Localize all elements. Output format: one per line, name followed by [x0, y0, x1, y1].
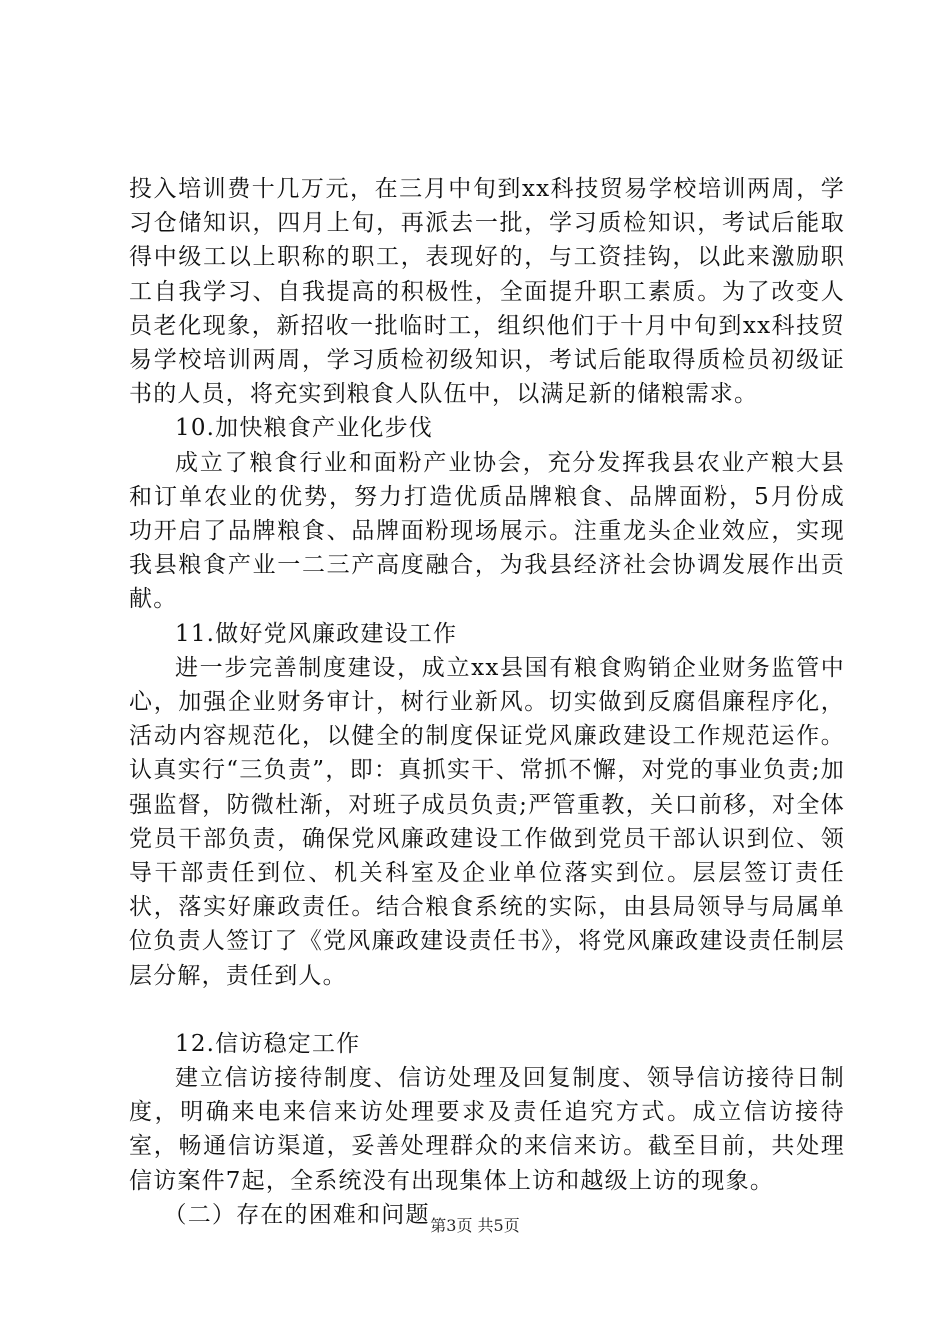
- heading-difficulties-problems: （二）存在的困难和问题: [163, 1201, 430, 1228]
- heading-petition-stability: 12.信访稳定工作: [175, 1030, 361, 1057]
- document-body: [129, 172, 845, 1232]
- heading-party-integrity: 11.做好党风廉政建设工作: [175, 620, 458, 647]
- paragraph-petition-stability: 建立信访接待制度、信访处理及回复制度、领导信访接待日制度，明确来电来信来访处理要求及责任追究方式。成立信访接待室，畅通信访渠道，妥善处理群众的来信来访。截至目前，共处理信访案件7起，全系统没有出现集体上访和越级上访的现象。: [129, 1065, 845, 1194]
- paragraph-party-integrity: 进一步完善制度建设，成立xx县国有粮食购销企业财务监管中心，加强企业财务审计，树行业新风。切实做到反腐倡廉程序化，活动内容规范化，以健全的制度保证党风廉政建设工作规范运作。认真实行“三负责”，即：真抓实干、常抓不懈，对党的事业负责;加强监督，防微杜渐，对班子成员负责;严管重教，关口前移，对全体党员干部负责，确保党风廉政建设工作做到党员干部认识到位、领导干部责任到位、机关科室及企业单位落实到位。层层签订责任状，落实好廉政责任。结合粮食系统的实际，由县局领导与局属单位负责人签订了《党风廉政建设责任书》，将党风廉政建设责任制层层分解，责任到人。: [129, 654, 845, 989]
- page-number-footer: 第3页 共5页: [430, 1216, 520, 1235]
- heading-grain-industrialization: 10.加快粮食产业化步伐: [175, 415, 433, 442]
- paragraph-grain-industrialization: 成立了粮食行业和面粉产业协会，充分发挥我县农业产粮大县和订单农业的优势，努力打造优质品牌粮食、品牌面粉，5月份成功开启了品牌粮食、品牌面粉现场展示。注重龙头企业效应，实现我县粮食产业一二三产高度融合，为我县经济社会协调发展作出贡献。: [129, 449, 845, 613]
- paragraph-training: 投入培训费十几万元，在三月中旬到xx科技贸易学校培训两周，学习仓储知识，四月上旬，再派去一批，学习质检知识，考试后能取得中级工以上职称的职工，表现好的，与工资挂钩，以此来激励职工自我学习、自我提高的积极性，全面提升职工素质。为了改变人员老化现象，新招收一批临时工，组织他们于十月中旬到xx科技贸易学校培训两周，学习质检初级知识，考试后能取得质检员初级证书的人员，将充实到粮食人队伍中，以满足新的储粮需求。: [129, 176, 845, 408]
